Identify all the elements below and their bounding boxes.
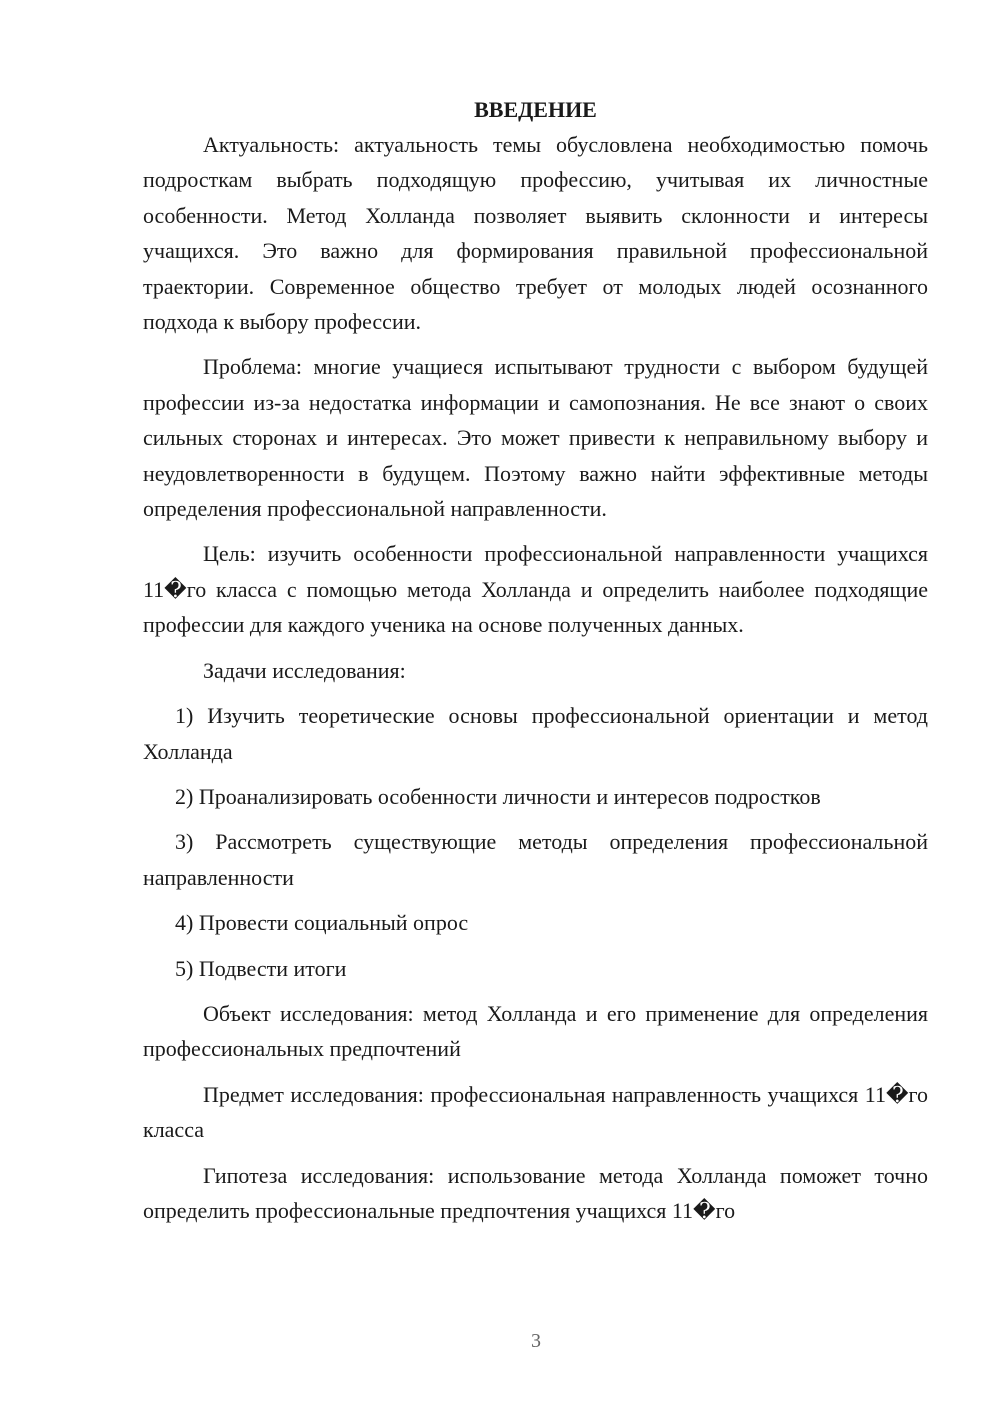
paragraph-goal: Цель: изучить особенности профессиональной направленности учащихся 11�го класса с помощью метода Холланда и определить наиболее подходящие профессии для каждого ученика на основе полученных данных. xyxy=(143,541,928,638)
paragraph-tasks-heading: Задачи исследования: xyxy=(203,657,406,683)
page-number: 3 xyxy=(531,1330,541,1352)
paragraph-problem: Проблема: многие учащиеся испытывают трудности с выбором будущей профессии из-за недостатка информации и самопознания. Не все знают о своих сильных сторонах и интересах. Это может привести к неправильному выбору и неудовлетворенности в будущем. Поэтому важно найти эффективные методы определения профессиональной направленности. xyxy=(143,354,928,522)
paragraph-subject: Предмет исследования: профессиональная направленность учащихся 11�го класса xyxy=(143,1081,928,1143)
paragraph-hypothesis: Гипотеза исследования: использование метода Холланда поможет точно определить профессиональные предпочтения учащихся 11�го xyxy=(143,1162,928,1223)
task-item-2: 2) Проанализировать особенности личности и интересов подростков xyxy=(175,783,821,809)
paragraph-relevance: Актуальность: актуальность темы обусловлена необходимостью помочь подросткам выбрать подходящую профессию, учитывая их личностные особенности. Метод Холланда позволяет выявить склонности и интересы учащихся. Это важно для формирования правильной профессиональной траектории. Современное общество требует от молодых людей осознанного подхода к выбору профессии. xyxy=(143,132,928,335)
task-item-4: 4) Провести социальный опрос xyxy=(175,910,469,936)
section-title: ВВЕДЕНИЕ xyxy=(474,97,597,122)
task-item-3: 3) Рассмотреть существующие методы определения профессиональной направленности xyxy=(143,829,928,890)
document-page xyxy=(143,92,928,1228)
task-item-1: 1) Изучить теоретические основы профессиональной ориентации и метод Холланда xyxy=(143,703,928,764)
paragraph-object: Объект исследования: метод Холланда и его применение для определения профессиональных предпочтений xyxy=(143,1000,928,1062)
task-item-5: 5) Подвести итоги xyxy=(175,955,347,981)
